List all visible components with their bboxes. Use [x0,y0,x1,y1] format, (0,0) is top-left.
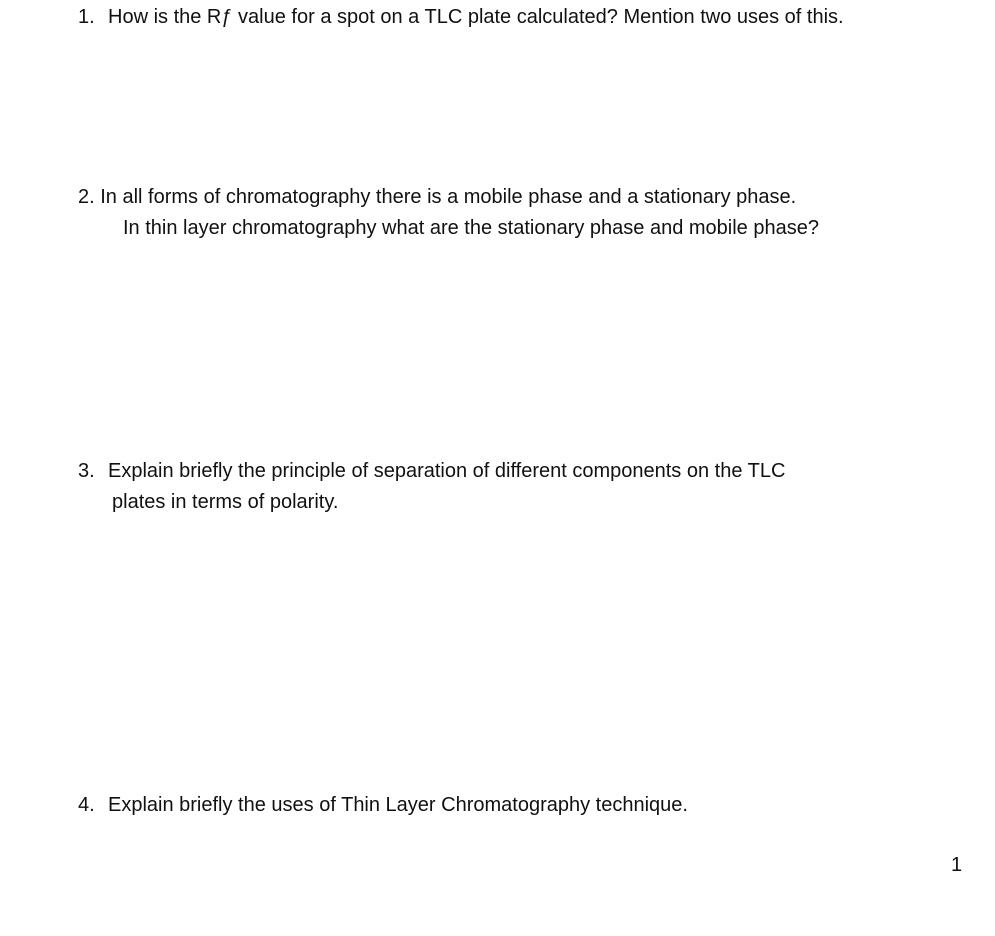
question-1-number: 1. [78,6,95,28]
question-3 [78,456,785,518]
question-1-text: How is the Rƒ value for a spot on a TLC plate calculated? Mention two uses of this. [108,6,844,28]
question-2-line-1 [78,182,819,213]
question-2-text: In all forms of chromatography there is a mobile phase and a stationary phase. [100,186,797,208]
question-4-text: Explain briefly the uses of Thin Layer Chromatography technique. [108,794,688,816]
question-3-line-2: plates in terms of polarity. [112,491,339,513]
question-3-line-1 [78,456,785,487]
question-2-line-2: In thin layer chromatography what are the stationary phase and mobile phase? [123,217,819,239]
question-3-text: Explain briefly the principle of separation of different components on the TLC [108,460,786,482]
question-2 [78,182,819,244]
question-2-number: 2. [78,186,95,208]
question-1 [78,2,844,33]
question-4-line-1 [78,790,688,821]
question-4 [78,790,688,821]
page-number: 1 [951,854,963,876]
question-3-number: 3. [78,460,95,482]
question-1-line-1 [78,2,844,33]
question-4-number: 4. [78,794,95,816]
